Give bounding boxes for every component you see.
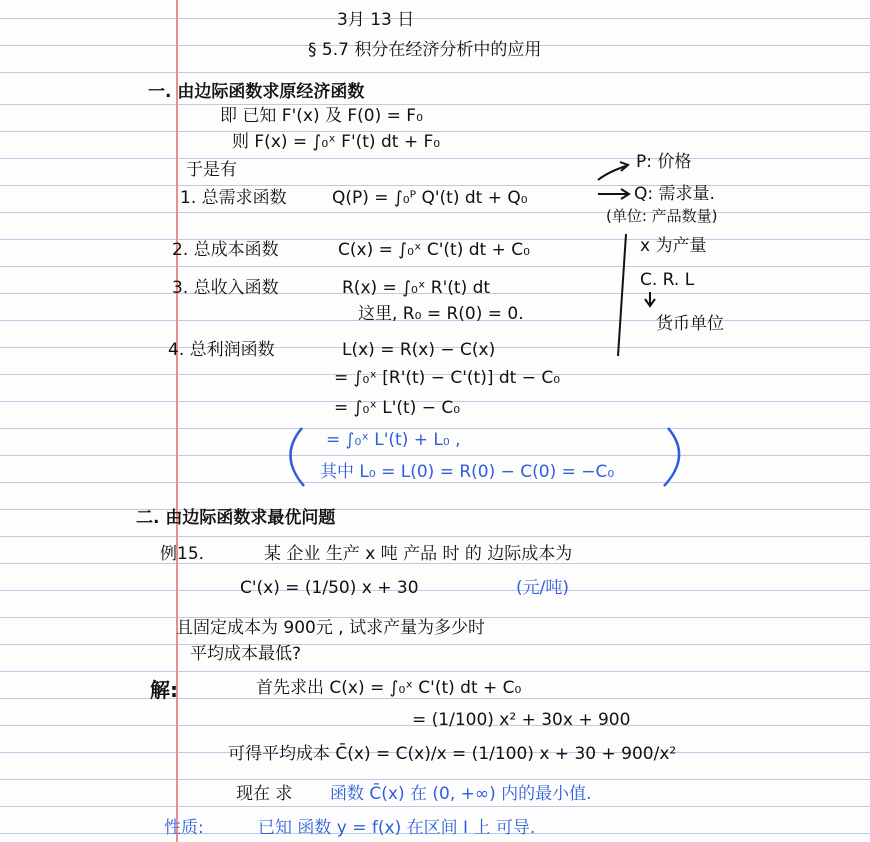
- question-line-2: 平均成本最低?: [190, 644, 302, 664]
- item-4-formula: L(x) = R(x) − C(x): [342, 340, 496, 360]
- section-2-heading: 二. 由边际函数求最优问题: [136, 508, 336, 528]
- solution-label: 解:: [150, 678, 178, 702]
- solution-line-2: = (1/100) x² + 30x + 900: [412, 710, 631, 730]
- blue-step-2: 其中 L₀ = L(0) = R(0) − C(0) = −C₀: [320, 462, 615, 482]
- item-3-formula: R(x) = ∫₀ˣ R'(t) dt: [342, 278, 491, 298]
- property-text: 已知 函数 y = f(x) 在区间 I 上 可导.: [258, 818, 536, 838]
- question-line-1: 且固定成本为 900元 , 试求产量为多少时: [176, 618, 486, 638]
- revenue-note: 这里, R₀ = R(0) = 0.: [358, 304, 524, 324]
- blue-right-paren: [664, 428, 679, 486]
- item-2-label: 2. 总成本函数: [172, 240, 279, 260]
- item-2-formula: C(x) = ∫₀ˣ C'(t) dt + C₀: [338, 240, 530, 260]
- property-label: 性质:: [164, 818, 204, 838]
- marginal-formula: C'(x) = (1/50) x + 30: [240, 578, 419, 598]
- bracket-line: [618, 234, 626, 356]
- solution-line-4-black: 现在 求: [236, 784, 293, 804]
- note-crl: C. R. L: [640, 270, 695, 290]
- page-title: § 5.7 积分在经济分析中的应用: [308, 40, 542, 60]
- blue-step-1: = ∫₀ˣ L'(t) + L₀ ,: [326, 430, 461, 450]
- item-1-label: 1. 总需求函数: [180, 188, 287, 208]
- section-1-heading: 一. 由边际函数求原经济函数: [148, 82, 365, 102]
- note-x: x 为产量: [640, 236, 707, 256]
- item-1-formula: Q(P) = ∫₀ᴾ Q'(t) dt + Q₀: [332, 188, 528, 208]
- profit-step-1: = ∫₀ˣ [R'(t) − C'(t)] dt − C₀: [334, 368, 561, 388]
- solution-line-3: 可得平均成本 C̄(x) = C(x)/x = (1/100) x + 30 + 900/x²: [228, 744, 677, 764]
- then-line: 则 F(x) = ∫₀ˣ F'(t) dt + F₀: [232, 132, 441, 152]
- note-currency: 货币单位: [656, 314, 724, 334]
- item-4-label: 4. 总利润函数: [168, 340, 275, 360]
- blue-left-paren: [290, 428, 304, 486]
- example-label: 例15.: [160, 544, 205, 564]
- arrow-to-p: [598, 166, 626, 180]
- date: 3月 13 日: [337, 10, 415, 30]
- note-q-unit: (单位: 产品数量): [606, 207, 718, 225]
- profit-step-2: = ∫₀ˣ L'(t) − C₀: [334, 398, 461, 418]
- example-text: 某 企业 生产 x 吨 产品 时 的 边际成本为: [264, 544, 573, 564]
- solution-line-1: 首先求出 C(x) = ∫₀ˣ C'(t) dt + C₀: [256, 678, 522, 698]
- note-q: Q: 需求量.: [634, 184, 715, 204]
- note-p: P: 价格: [636, 152, 692, 172]
- item-3-label: 3. 总收入函数: [172, 278, 279, 298]
- marginal-unit: (元/吨): [516, 578, 569, 598]
- known-line: 即 已知 F'(x) 及 F(0) = F₀: [220, 106, 423, 126]
- solution-line-4-blue: 函数 C̄(x) 在 (0, +∞) 内的最小值.: [330, 784, 592, 804]
- so-line: 于是有: [186, 160, 237, 180]
